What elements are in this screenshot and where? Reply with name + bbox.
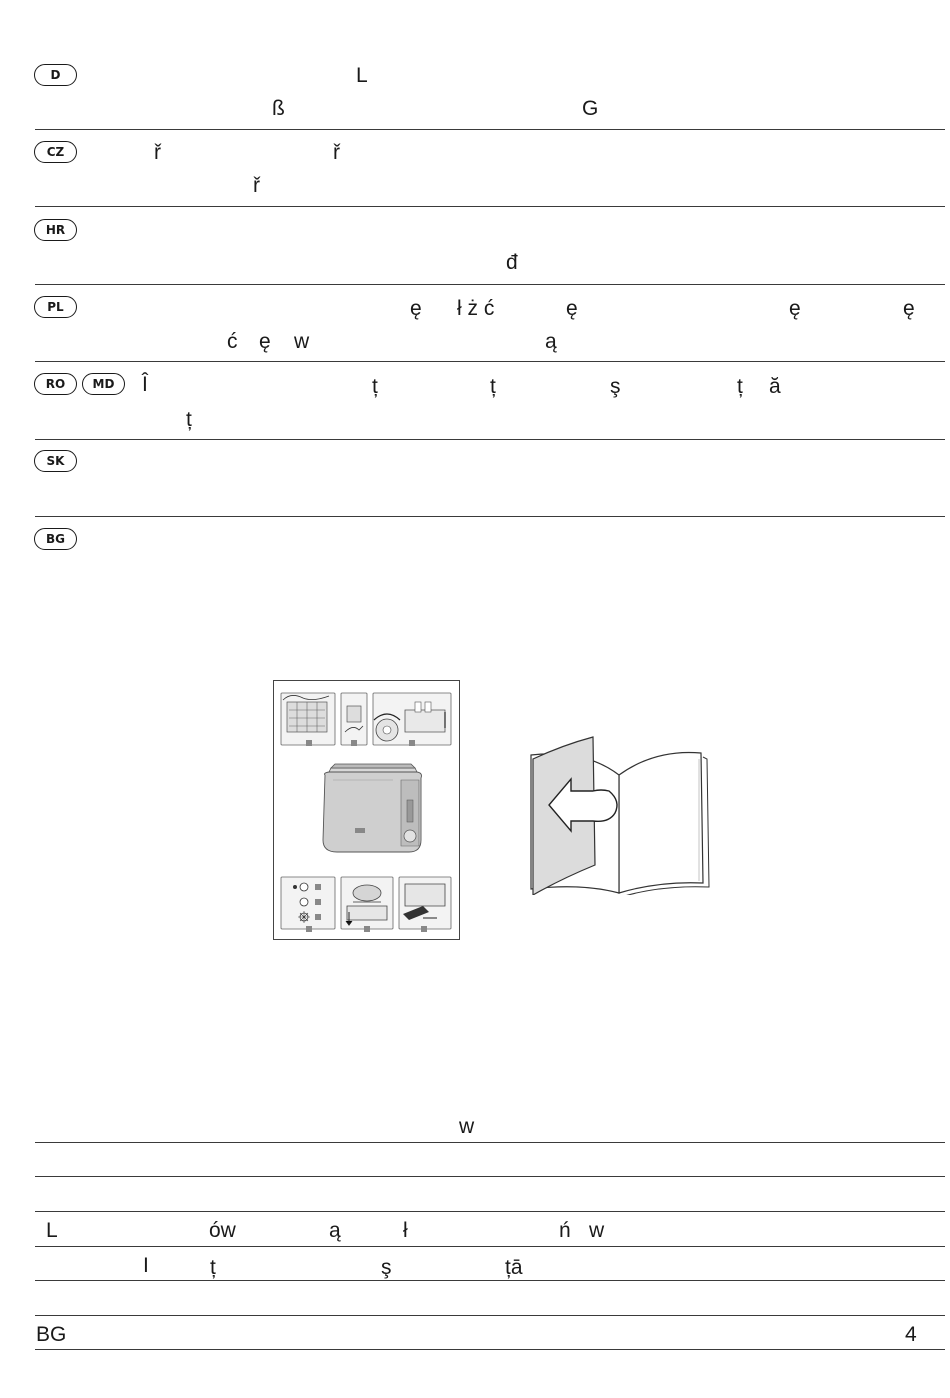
toc-divider bbox=[35, 1211, 945, 1212]
toc-divider bbox=[35, 1142, 945, 1143]
text-fragment: ț bbox=[186, 408, 192, 431]
text-fragment: G bbox=[582, 97, 599, 120]
text-fragment: ř bbox=[253, 174, 260, 197]
text-fragment: Î bbox=[142, 373, 148, 396]
text-fragment: đ bbox=[506, 251, 518, 274]
text-fragment: ř bbox=[154, 141, 161, 164]
toc-cell: ów bbox=[209, 1219, 236, 1242]
toc-cell: ą bbox=[329, 1219, 341, 1242]
section-divider bbox=[35, 516, 945, 517]
toc-cell: ş bbox=[381, 1256, 392, 1279]
text-fragment: ř bbox=[333, 141, 340, 164]
text-fragment: w bbox=[294, 330, 310, 353]
text-fragment: ł ż ć bbox=[457, 297, 495, 320]
section-divider bbox=[35, 361, 945, 362]
footer-divider bbox=[35, 1349, 945, 1350]
text-fragment: ț bbox=[372, 375, 378, 398]
toc-cell: w bbox=[459, 1115, 475, 1138]
open-booklet-arrow-icon bbox=[525, 735, 715, 895]
lang-badge-cz: CZ bbox=[34, 141, 77, 163]
toc-cell: w bbox=[589, 1219, 605, 1242]
lang-badge-sk: SK bbox=[34, 450, 77, 472]
text-fragment: ę bbox=[259, 330, 271, 353]
lang-badge-pl: PL bbox=[34, 296, 77, 318]
lang-badge-md: MD bbox=[82, 373, 125, 395]
toc-cell: ț bbox=[210, 1256, 216, 1279]
lang-badge-d: D bbox=[34, 64, 77, 86]
toc-cell: țā bbox=[505, 1256, 523, 1279]
text-fragment: ț bbox=[737, 375, 743, 398]
footer-language: BG bbox=[36, 1323, 67, 1346]
toc-cell: L bbox=[46, 1219, 58, 1242]
text-fragment: ț bbox=[490, 375, 496, 398]
toc-cell: ń bbox=[559, 1219, 571, 1242]
page-number: 4 bbox=[905, 1323, 917, 1346]
text-fragment: ę bbox=[789, 297, 801, 320]
text-fragment: ę bbox=[903, 297, 915, 320]
toc-divider bbox=[35, 1280, 945, 1281]
text-fragment: ą bbox=[545, 330, 557, 353]
section-divider bbox=[35, 284, 945, 285]
section-divider bbox=[35, 439, 945, 440]
text-fragment: ş bbox=[610, 375, 621, 398]
text-fragment: ß bbox=[272, 97, 285, 120]
text-fragment: L bbox=[356, 64, 368, 87]
toc-divider bbox=[35, 1176, 945, 1177]
toc-divider bbox=[35, 1246, 945, 1247]
text-fragment: ă bbox=[769, 375, 781, 398]
lang-badge-ro: RO bbox=[34, 373, 77, 395]
toc-cell: ł bbox=[403, 1219, 408, 1242]
lang-badge-bg: BG bbox=[34, 528, 77, 550]
text-fragment: ę bbox=[410, 297, 422, 320]
toc-divider bbox=[35, 1315, 945, 1316]
section-divider bbox=[35, 129, 945, 130]
text-fragment: ę bbox=[566, 297, 578, 320]
section-divider bbox=[35, 206, 945, 207]
toc-cell: I bbox=[143, 1254, 149, 1277]
text-fragment: ć bbox=[227, 330, 238, 353]
lang-badge-hr: HR bbox=[34, 219, 77, 241]
fold-out-leaflet-icon bbox=[273, 680, 460, 940]
